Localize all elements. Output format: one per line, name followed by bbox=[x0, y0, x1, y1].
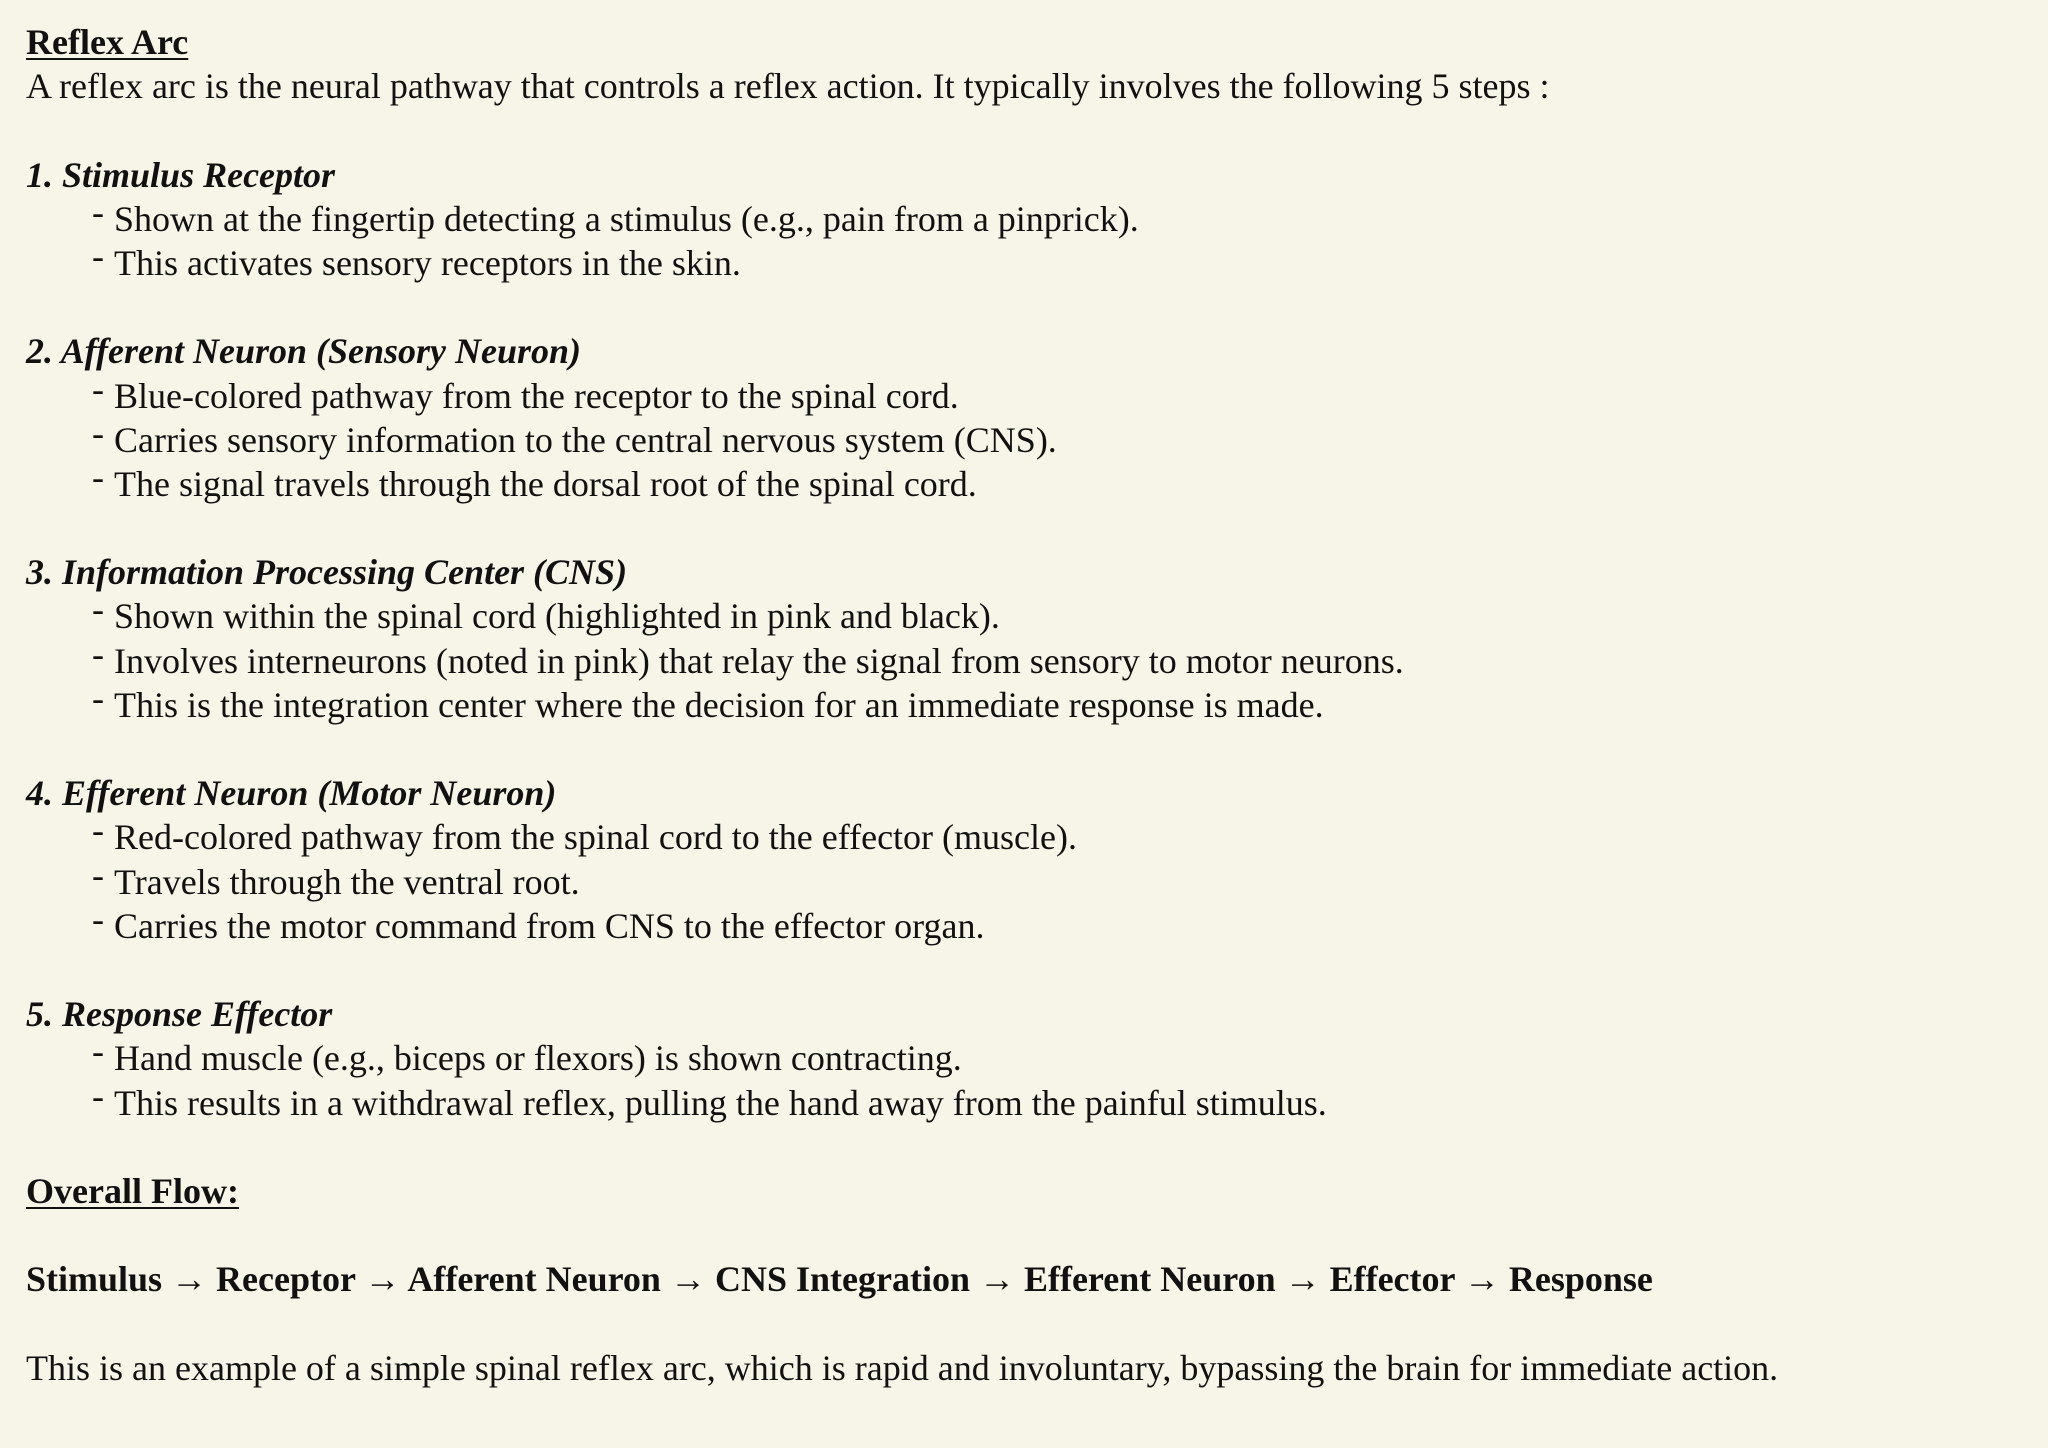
spacer bbox=[26, 1301, 2022, 1345]
bullet-item bbox=[26, 1031, 2022, 1080]
step-3 bbox=[26, 550, 2022, 727]
bullet-item bbox=[26, 633, 2022, 683]
bullet-item bbox=[26, 898, 2022, 948]
step-heading: 2. Afferent Neuron (Sensory Neuron) bbox=[26, 331, 582, 372]
step-1 bbox=[26, 153, 2022, 286]
bullet-text: The signal travels through the dorsal root of the spinal cord. bbox=[114, 463, 977, 504]
spacer bbox=[26, 285, 2022, 329]
bullet-dash: - bbox=[92, 1031, 104, 1072]
bullet-item bbox=[26, 589, 2022, 638]
overall-flow-heading: Overall Flow: bbox=[26, 1170, 239, 1211]
step-heading: 1. Stimulus Receptor bbox=[26, 154, 336, 195]
bullet-dash: - bbox=[92, 412, 104, 453]
bullet-dash: - bbox=[92, 810, 104, 851]
spacer bbox=[26, 1213, 2022, 1257]
overall-flow-sequence: Stimulus → Receptor → Afferent Neuron → CNS Integration → Efferent Neuron → Effector → Response bbox=[26, 1259, 1653, 1300]
step-heading: 3. Information Processing Center (CNS) bbox=[26, 552, 628, 593]
bullet-item bbox=[26, 368, 2022, 418]
bullet-dash: - bbox=[92, 368, 104, 409]
bullet-item bbox=[26, 854, 2022, 904]
bullet-text: Shown at the fingertip detecting a stimulus (e.g., pain from a pinprick). bbox=[114, 198, 1139, 239]
bullet-item bbox=[26, 191, 2022, 241]
conclusion-paragraph: This is an example of a simple spinal reflex arc, which is rapid and involuntary, bypassing the brain for immediate action. bbox=[26, 1347, 1779, 1388]
step-4 bbox=[26, 771, 2022, 948]
bullet-item bbox=[26, 235, 2022, 285]
step-2 bbox=[26, 329, 2022, 506]
bullet-item bbox=[26, 677, 2022, 727]
document-title: Reflex Arc bbox=[26, 22, 189, 62]
bullet-item bbox=[26, 412, 2022, 462]
bullet-dash: - bbox=[92, 898, 104, 939]
bullet-text: Carries sensory information to the central nervous system (CNS). bbox=[114, 419, 1057, 460]
bullet-dash: - bbox=[92, 589, 104, 630]
bullet-text: Blue-colored pathway from the receptor to the spinal cord. bbox=[114, 375, 959, 416]
bullet-text: Shown within the spinal cord (highlighted in pink and black). bbox=[114, 596, 1000, 637]
spacer bbox=[26, 1125, 2022, 1169]
bullet-text: Travels through the ventral root. bbox=[114, 861, 580, 902]
step-heading: 5. Response Effector bbox=[26, 994, 333, 1035]
bullet-dash: - bbox=[92, 677, 104, 718]
bullet-dash: - bbox=[92, 191, 104, 232]
bullet-text: Involves interneurons (noted in pink) that relay the signal from sensory to motor neurons. bbox=[114, 640, 1404, 681]
bullet-text: This is the integration center where the decision for an immediate response is made. bbox=[114, 684, 1324, 725]
bullet-dash: - bbox=[92, 633, 104, 674]
bullet-dash: - bbox=[92, 456, 104, 497]
spacer bbox=[26, 948, 2022, 992]
bullet-item bbox=[26, 810, 2022, 859]
bullet-dash: - bbox=[92, 854, 104, 895]
bullet-text: Red-colored pathway from the spinal cord to the effector (muscle). bbox=[114, 817, 1077, 858]
bullet-dash: - bbox=[92, 235, 104, 276]
bullet-item bbox=[26, 456, 2022, 506]
spacer bbox=[26, 108, 2022, 152]
step-5 bbox=[26, 992, 2022, 1125]
step-heading: 4. Efferent Neuron (Motor Neuron) bbox=[26, 773, 557, 814]
bullet-item bbox=[26, 1075, 2022, 1125]
spacer bbox=[26, 506, 2022, 550]
bullet-text: Carries the motor command from CNS to the effector organ. bbox=[114, 905, 985, 946]
bullet-text: This results in a withdrawal reflex, pulling the hand away from the painful stimulus. bbox=[114, 1082, 1327, 1123]
bullet-dash: - bbox=[92, 1075, 104, 1116]
intro-paragraph: A reflex arc is the neural pathway that controls a reflex action. It typically involves the following 5 steps : bbox=[26, 66, 1550, 107]
spacer bbox=[26, 727, 2022, 771]
bullet-text: Hand muscle (e.g., biceps or flexors) is shown contracting. bbox=[114, 1038, 962, 1079]
bullet-text: This activates sensory receptors in the skin. bbox=[114, 242, 741, 283]
